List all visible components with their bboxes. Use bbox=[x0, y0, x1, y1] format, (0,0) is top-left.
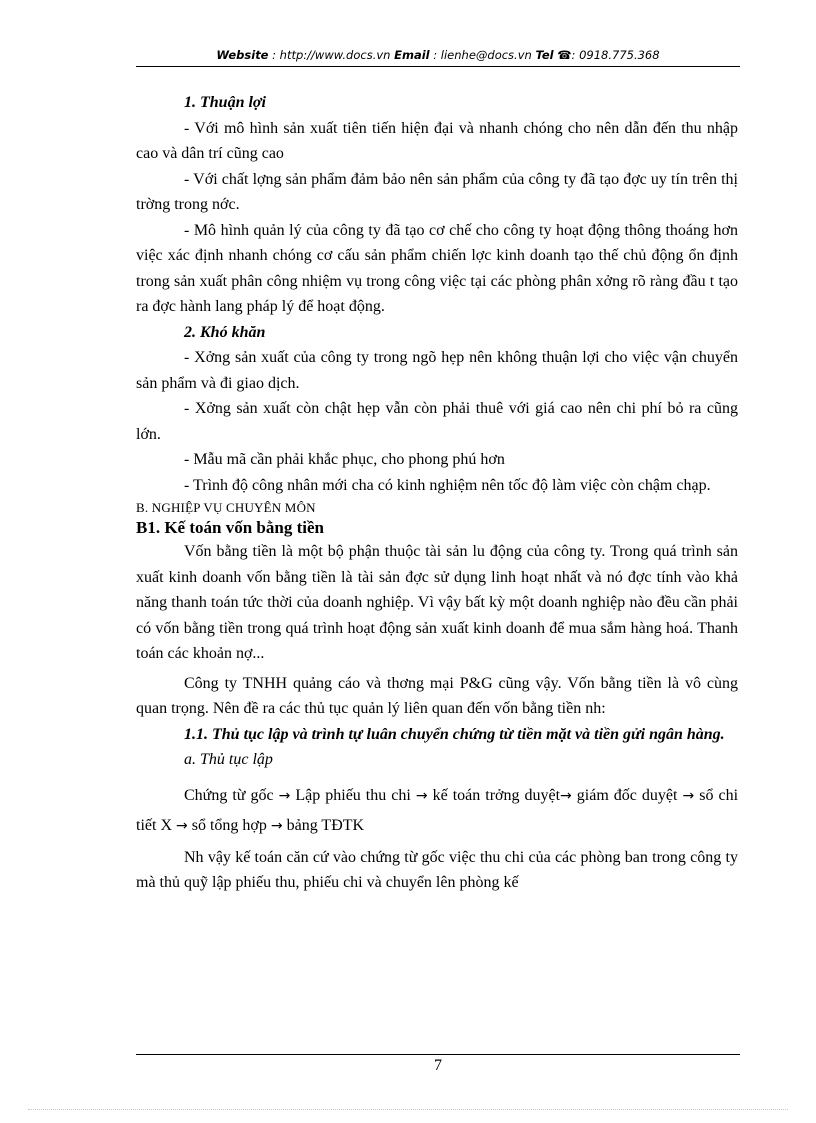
footer-divider bbox=[136, 1054, 740, 1055]
arrow-right-icon: → bbox=[560, 787, 572, 804]
process-flow bbox=[136, 781, 738, 841]
paragraph: - Mẫu mã cần phải khắc phục, cho phong phú hơn bbox=[184, 451, 505, 468]
flow-step: sổ tổng hợp bbox=[187, 816, 271, 834]
arrow-right-icon: → bbox=[278, 787, 291, 804]
paragraph: - Mô hình quản lý của công ty đã tạo cơ chế cho công ty hoạt động thông thoáng hơn việc xác định nhanh chóng cơ cấu sản phẩm chiến lợc kinh doanh tạo thế chủ động ổn định trong sản xuất phân công nhiệm vụ trong công việc tại các phòng phân xởng rõ ràng đầu t tạo ra đợc hành lang pháp lý để hoạt động. bbox=[136, 221, 738, 315]
paragraph: - Xởng sản xuất còn chật hẹp vẫn còn phải thuê với giá cao nên chi phí bỏ ra cũng lớn. bbox=[136, 400, 738, 443]
flow-step: Chứng từ gốc bbox=[184, 786, 279, 804]
paragraph: - Với chất lợng sản phẩm đảm bảo nên sản phẩm của công ty đã tạo đợc uy tín trên thị trờng trong nớc. bbox=[136, 170, 738, 213]
paragraph: Vốn bằng tiền là một bộ phận thuộc tài sản lu động của công ty. Trong quá trình sản xuất kinh doanh vốn bằng tiền là tài sản đợc sử dụng linh hoạt nhất và nó đợc tính vào khả năng thanh toán tức thời của doanh nghiệp. Vì vậy bất kỳ một doanh nghiệp nào đều cần phải có vốn bằng tiền trong quá trình hoạt động sản xuất kinh doanh để mua sắm hàng hoá. Thanh toán các khoản nợ... bbox=[136, 543, 738, 662]
section-heading-b: B. NGHIỆP VỤ CHUYÊN MÔN bbox=[136, 500, 316, 515]
paragraph: - Xởng sản xuất của công ty trong ngõ hẹp nên không thuận lợi cho việc vận chuyển sản phẩm và đi giao dịch. bbox=[136, 349, 738, 392]
flow-step: bảng TĐTK bbox=[282, 816, 365, 834]
document-body bbox=[136, 90, 738, 896]
tel-value: : 0918.775.368 bbox=[571, 48, 660, 62]
flow-step: sổ chi tiết X bbox=[136, 786, 739, 834]
website-value: : http://www.docs.vn bbox=[268, 48, 395, 62]
section-heading-b1: B1. Kế toán vốn bằng tiền bbox=[136, 518, 324, 537]
website-label: Website bbox=[216, 48, 269, 62]
sub-heading: a. Thủ tục lập bbox=[184, 751, 273, 768]
arrow-right-icon: → bbox=[682, 787, 695, 804]
flow-step: Lập phiếu thu chi bbox=[290, 786, 416, 804]
page-edge-dots bbox=[28, 1109, 788, 1110]
email-label: Email bbox=[394, 48, 430, 62]
header-divider bbox=[136, 66, 740, 67]
subsection-heading: 1.1. Thủ tục lập và trình tự luân chuyển chứng từ tiền mặt và tiền gửi ngân hàng. bbox=[184, 725, 725, 743]
email-value: : lienhe@docs.vn bbox=[429, 48, 536, 62]
page-header bbox=[136, 48, 740, 62]
flow-step: kế toán trởng duyệt bbox=[427, 786, 561, 804]
heading-difficulties: 2. Khó khăn bbox=[184, 323, 266, 341]
paragraph: - Trình độ công nhân mới cha có kinh nghiệm nên tốc độ làm việc còn chậm chạp. bbox=[184, 476, 711, 494]
paragraph: Công ty TNHH quảng cáo và thơng mại P&G cũng vậy. Vốn bằng tiền là vô cùng quan trọng. Nên đề ra các thủ tục quản lý liên quan đến vốn bằng tiền nh: bbox=[136, 674, 738, 717]
arrow-right-icon: → bbox=[270, 817, 283, 834]
arrow-right-icon: → bbox=[176, 817, 188, 834]
phone-icon: ☎ bbox=[557, 48, 572, 62]
paragraph: Nh vậy kế toán căn cứ vào chứng từ gốc việc thu chi của các phòng ban trong công ty mà thủ quỹ lập phiếu thu, phiếu chi và chuyển lên phòng kế bbox=[136, 848, 738, 891]
flow-step: giám đốc duyệt bbox=[571, 786, 683, 804]
tel-label: Tel bbox=[535, 48, 554, 62]
paragraph: - Với mô hình sản xuất tiên tiến hiện đại và nhanh chóng cho nên dẫn đến thu nhập cao và dân trí cũng cao bbox=[136, 119, 738, 162]
arrow-right-icon: → bbox=[415, 787, 428, 804]
heading-advantages: 1. Thuận lợi bbox=[184, 94, 266, 111]
page-number: 7 bbox=[434, 1057, 442, 1074]
